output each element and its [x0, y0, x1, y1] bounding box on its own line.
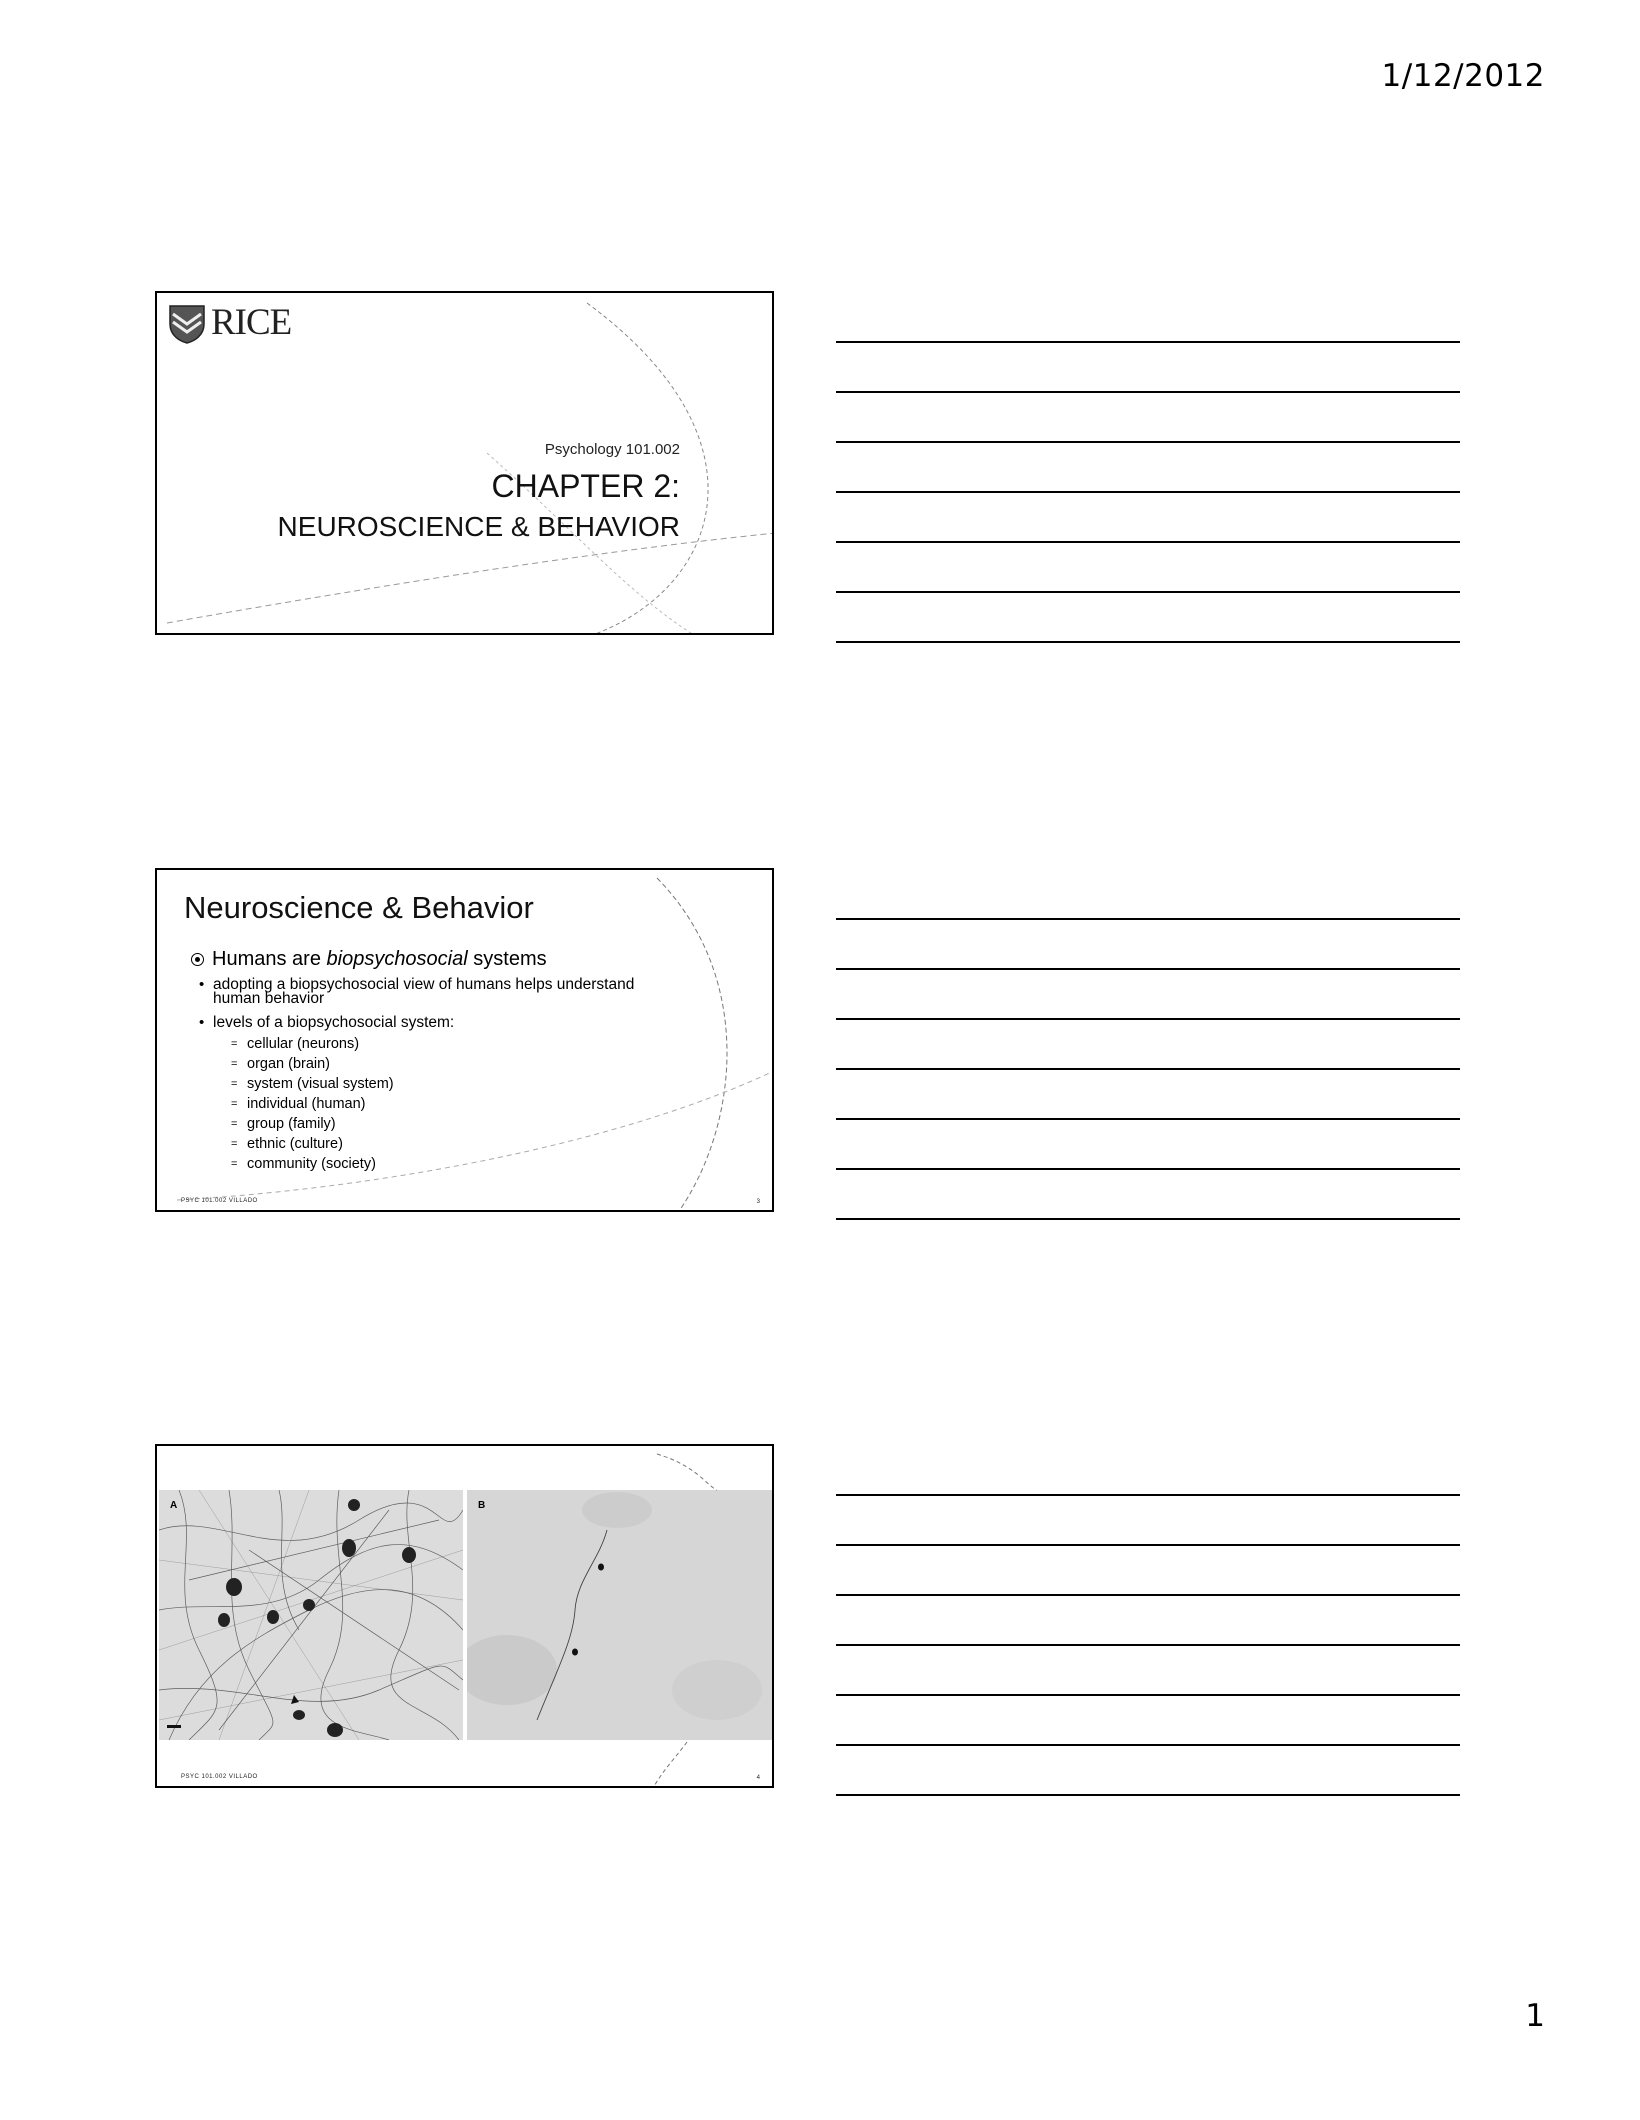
target-bullet-icon — [191, 953, 204, 966]
level-text: individual (human) — [247, 1096, 366, 1112]
note-line — [836, 1694, 1460, 1696]
chapter-subtitle: NEUROSCIENCE & BEHAVIOR — [277, 511, 680, 542]
slide-neuron-images — [155, 1444, 774, 1788]
note-line — [836, 1794, 1460, 1796]
slide-title: Neuroscience & Behavior — [184, 890, 534, 925]
note-line — [836, 918, 1460, 920]
note-line — [836, 391, 1460, 393]
bullet-main — [191, 948, 547, 971]
dash-bullet-icon: = — [231, 1078, 238, 1090]
page-number: 1 — [1525, 1998, 1545, 2034]
sub-bullet-line: human behavior — [213, 990, 325, 1007]
level-item — [231, 1036, 360, 1052]
note-line — [836, 591, 1460, 593]
note-line — [836, 1218, 1460, 1220]
level-item — [231, 1156, 376, 1172]
note-line — [836, 1018, 1460, 1020]
note-line — [836, 491, 1460, 493]
slide-neuroscience-behavior — [155, 868, 774, 1212]
dash-bullet-icon: = — [231, 1058, 238, 1070]
neuron-culture-image-b — [467, 1490, 774, 1740]
level-item — [231, 1076, 394, 1092]
dash-bullet-icon: = — [231, 1138, 238, 1150]
note-line — [836, 1544, 1460, 1546]
note-line — [836, 1494, 1460, 1496]
level-text: group (family) — [247, 1116, 336, 1132]
note-line — [836, 1168, 1460, 1170]
bullet-text-suffix: systems — [467, 948, 547, 970]
page-date: 1/12/2012 — [1381, 58, 1545, 94]
slide-number: 4 — [756, 1775, 760, 1781]
level-item — [231, 1056, 331, 1072]
shield-icon — [167, 302, 207, 344]
sub-bullet-line: adopting a biopsychosocial view of humans helps understand — [213, 976, 635, 993]
note-line — [836, 541, 1460, 543]
level-text: system (visual system) — [247, 1076, 394, 1092]
note-line — [836, 1744, 1460, 1746]
bullet-dot-icon: • — [199, 1014, 205, 1031]
bullet-text-prefix: Humans are — [212, 948, 327, 970]
rice-wordmark: RICE — [211, 302, 292, 343]
note-line — [836, 641, 1460, 643]
sub-bullet — [199, 1014, 455, 1031]
neuron-culture-image-a — [159, 1490, 463, 1740]
note-line — [836, 1068, 1460, 1070]
slide-title — [155, 291, 774, 635]
slide-number: 3 — [756, 1199, 760, 1205]
level-item — [231, 1136, 343, 1152]
course-label: Psychology 101.002 — [544, 441, 680, 458]
level-item — [231, 1116, 336, 1132]
panel-a-label: A — [170, 1500, 178, 1511]
level-text: ethnic (culture) — [247, 1136, 343, 1152]
bullet-dot-icon: • — [199, 976, 205, 993]
rice-logo — [167, 301, 291, 344]
dash-bullet-icon: = — [231, 1158, 238, 1170]
sub-bullet — [199, 976, 635, 1007]
dash-bullet-icon: = — [231, 1098, 238, 1110]
slide-footer-tag: PSYC 101.002 VILLADO — [181, 1774, 258, 1780]
note-line — [836, 341, 1460, 343]
level-item — [231, 1096, 366, 1112]
note-line — [836, 1644, 1460, 1646]
bullet-text-emphasis: biopsychosocial — [326, 948, 468, 970]
note-line — [836, 441, 1460, 443]
panel-b-label: B — [478, 1500, 486, 1511]
chapter-heading: CHAPTER 2: — [491, 468, 680, 504]
isolated-neuron-picture — [467, 1490, 774, 1740]
level-text: cellular (neurons) — [247, 1036, 360, 1052]
dash-bullet-icon: = — [231, 1118, 238, 1130]
dash-bullet-icon: = — [231, 1038, 238, 1050]
level-text: organ (brain) — [247, 1056, 331, 1072]
note-line — [836, 1118, 1460, 1120]
sub-bullet-line: levels of a biopsychosocial system: — [213, 1014, 455, 1031]
note-line — [836, 968, 1460, 970]
note-line — [836, 1594, 1460, 1596]
slide-decoration-curves — [157, 293, 774, 635]
neuron-network-picture — [159, 1490, 463, 1740]
level-text: community (society) — [247, 1156, 376, 1172]
slide-footer-tag: PSYC 101.002 VILLADO — [181, 1198, 258, 1204]
